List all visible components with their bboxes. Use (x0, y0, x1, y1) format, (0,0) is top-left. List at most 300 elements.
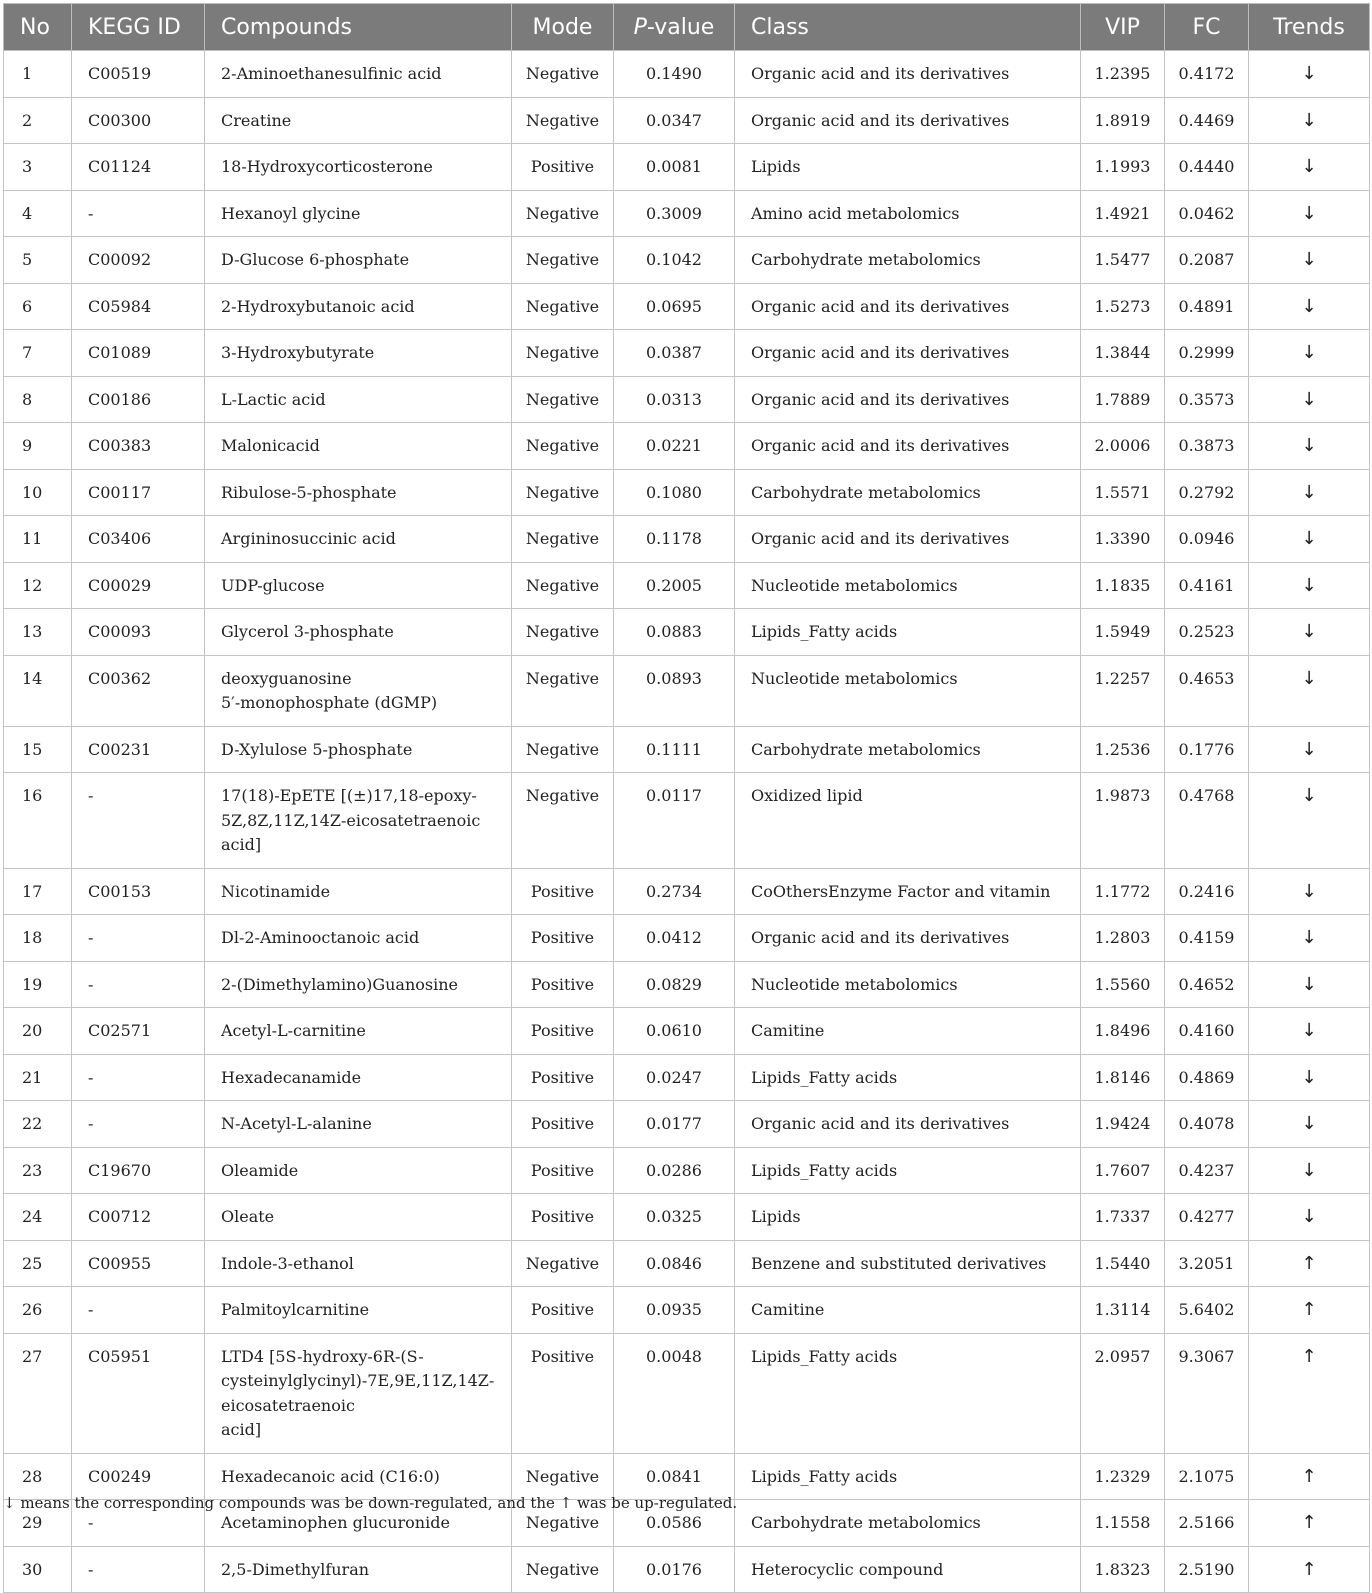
cell-fc-text: 0.4440 (1178, 157, 1235, 176)
cell-vip-text: 1.4921 (1094, 203, 1151, 223)
cell-compound (205, 1333, 512, 1453)
cell-class (735, 376, 1081, 423)
cell-class-text: Camitine (751, 1021, 825, 1040)
cell-kegg-id-text: C05951 (88, 1346, 152, 1366)
cell-mode (512, 1546, 614, 1593)
header-kegg-id: KEGG ID (72, 4, 205, 51)
cell-vip (1081, 283, 1165, 330)
cell-vip-text: 1.1835 (1094, 575, 1151, 595)
table-row (4, 1101, 1370, 1148)
cell-p-value (614, 726, 735, 773)
cell-no-text: 13 (22, 622, 43, 641)
cell-p-value-text: 0.1490 (646, 64, 702, 83)
cell-mode (512, 609, 614, 656)
cell-mode (512, 1287, 614, 1334)
cell-compound-text: 2-Hydroxybutanoic acid (221, 296, 415, 316)
cell-kegg-id (72, 144, 205, 191)
cell-vip-text: 1.8146 (1094, 1067, 1151, 1087)
cell-compound-text: cysteinylglycinyl)-7E,9E,11Z,14Z- (221, 1371, 495, 1390)
cell-kegg-id (72, 1240, 205, 1287)
cell-p-value-text: 0.1042 (646, 250, 702, 269)
cell-fc-text: 0.4891 (1178, 296, 1235, 316)
cell-trend-text: ↓ (1301, 738, 1317, 760)
cell-mode-text: Positive (530, 1160, 595, 1180)
table-row (4, 1287, 1370, 1334)
table-row (4, 1194, 1370, 1241)
cell-class (735, 97, 1081, 144)
cell-class-text: Organic acid and its derivatives (751, 110, 1010, 130)
cell-vip-text: 1.9873 (1094, 786, 1151, 805)
cell-vip (1081, 961, 1165, 1008)
cell-vip-text: 1.8496 (1094, 1021, 1151, 1040)
cell-compound-text: acid] (221, 835, 262, 854)
cell-compound-text: Ribulose-5-phosphate (221, 482, 397, 502)
cell-mode (512, 376, 614, 423)
cell-compound-text: L-Lactic acid (221, 389, 326, 409)
cell-no (4, 97, 72, 144)
cell-vip (1081, 190, 1165, 237)
cell-no-text: 17 (22, 881, 43, 901)
cell-fc (1165, 1333, 1249, 1453)
table-row (4, 283, 1370, 330)
cell-vip-text: 1.3114 (1094, 1300, 1151, 1319)
cell-vip (1081, 51, 1165, 98)
cell-fc-text: 0.4172 (1178, 64, 1235, 83)
cell-trend-text: ↓ (1301, 880, 1317, 902)
cell-p-value-text: 0.1080 (646, 482, 702, 502)
cell-vip (1081, 1147, 1165, 1194)
header-row (4, 4, 1370, 51)
cell-no (4, 868, 72, 915)
cell-vip-text: 1.9424 (1094, 1114, 1151, 1133)
cell-vip-text: 1.5440 (1094, 1253, 1151, 1273)
cell-compound-text: 2-Aminoethanesulfinic acid (221, 64, 442, 83)
cell-kegg-id-text: - (88, 1114, 94, 1133)
cell-compound (205, 1054, 512, 1101)
cell-trend-text: ↓ (1301, 621, 1317, 642)
table-row (4, 915, 1370, 962)
cell-kegg-id-text: C00362 (88, 668, 152, 688)
cell-mode (512, 1101, 614, 1148)
cell-mode-text: Negative (525, 529, 600, 548)
cell-compound (205, 868, 512, 915)
cell-no (4, 51, 72, 98)
cell-vip-text: 1.5273 (1094, 296, 1151, 316)
cell-mode (512, 1008, 614, 1055)
cell-trend-text: ↓ (1301, 109, 1317, 131)
table-row (4, 1240, 1370, 1287)
cell-no-text: 29 (22, 1513, 43, 1532)
cell-vip (1081, 773, 1165, 869)
cell-mode (512, 97, 614, 144)
cell-vip-text: 1.2395 (1094, 64, 1151, 83)
cell-trend-text: ↓ (1301, 927, 1317, 948)
cell-vip (1081, 1333, 1165, 1453)
cell-trend (1249, 51, 1370, 98)
cell-compound (205, 1287, 512, 1334)
cell-class (735, 1147, 1081, 1194)
cell-kegg-id-text: - (88, 1559, 94, 1579)
cell-mode (512, 562, 614, 609)
cell-no-text: 21 (22, 1067, 43, 1087)
cell-trend-text: ↓ (1301, 528, 1317, 549)
cell-trend (1249, 1500, 1370, 1547)
cell-compound-text: Indole-3-ethanol (221, 1253, 354, 1273)
cell-kegg-id-text: C00092 (88, 250, 152, 269)
cell-fc (1165, 283, 1249, 330)
cell-trend (1249, 773, 1370, 869)
cell-no-text: 1 (22, 64, 33, 83)
cell-fc (1165, 915, 1249, 962)
cell-kegg-id (72, 609, 205, 656)
cell-compound-text: acid] (221, 1420, 262, 1439)
cell-p-value (614, 1194, 735, 1241)
table-row (4, 1453, 1370, 1500)
cell-kegg-id-text: C01089 (88, 343, 152, 362)
cell-kegg-id (72, 1147, 205, 1194)
cell-compound-text: 2,5-Dimethylfuran (221, 1559, 370, 1579)
cell-mode-text: Negative (525, 1559, 600, 1579)
cell-trend-text: ↓ (1301, 973, 1317, 995)
cell-p-value-text: 0.0286 (646, 1160, 702, 1180)
cell-fc (1165, 376, 1249, 423)
table-row (4, 423, 1370, 470)
cell-fc-text: 0.4277 (1178, 1207, 1235, 1226)
cell-class-text: Amino acid metabolomics (751, 203, 960, 223)
cell-trend-text: ↓ (1301, 1159, 1317, 1181)
cell-compound-text: 5′-monophosphate (dGMP) (221, 693, 438, 712)
cell-no-text: 24 (22, 1207, 43, 1226)
cell-fc (1165, 961, 1249, 1008)
cell-class-text: Nucleotide metabolomics (751, 974, 958, 994)
cell-class (735, 516, 1081, 563)
cell-compound-text: 18-Hydroxycorticosterone (221, 157, 433, 176)
header-no: No (4, 4, 72, 51)
cell-mode (512, 915, 614, 962)
cell-kegg-id (72, 237, 205, 284)
cell-no (4, 1194, 72, 1241)
cell-p-value-text: 0.0935 (646, 1300, 702, 1319)
cell-kegg-id-text: - (88, 1300, 94, 1319)
cell-compound (205, 423, 512, 470)
cell-mode-text: Negative (525, 250, 600, 269)
cell-vip-text: 1.3844 (1094, 343, 1151, 362)
cell-vip (1081, 868, 1165, 915)
cell-trend (1249, 1008, 1370, 1055)
table-row (4, 1008, 1370, 1055)
cell-mode-text: Positive (530, 881, 595, 901)
cell-mode (512, 51, 614, 98)
cell-trend (1249, 1287, 1370, 1334)
cell-p-value (614, 915, 735, 962)
table-row (4, 376, 1370, 423)
cell-mode (512, 868, 614, 915)
cell-kegg-id-text: C00249 (88, 1466, 152, 1486)
cell-no (4, 1333, 72, 1453)
cell-vip-text: 1.7607 (1094, 1160, 1151, 1180)
table-row (4, 330, 1370, 377)
cell-vip-text: 1.5560 (1094, 974, 1151, 994)
cell-compound (205, 144, 512, 191)
cell-kegg-id-text: - (88, 974, 94, 994)
cell-mode-text: Negative (525, 739, 600, 759)
cell-kegg-id (72, 1287, 205, 1334)
cell-fc-text: 0.4768 (1178, 786, 1235, 805)
cell-mode-text: Positive (530, 1300, 595, 1319)
header-compounds: Compounds (205, 4, 512, 51)
cell-no-text: 14 (22, 668, 43, 688)
cell-fc (1165, 773, 1249, 869)
cell-vip-text: 1.1993 (1094, 157, 1151, 176)
cell-mode-text: Negative (525, 1253, 600, 1273)
cell-compound-text: Hexanoyl glycine (221, 203, 361, 223)
cell-class (735, 1546, 1081, 1593)
cell-kegg-id (72, 562, 205, 609)
cell-fc-text: 9.3067 (1178, 1346, 1235, 1366)
cell-fc-text: 0.2087 (1178, 250, 1235, 269)
table-row (4, 868, 1370, 915)
cell-mode-text: Negative (525, 296, 600, 316)
cell-no (4, 283, 72, 330)
cell-class-text: Carbohydrate metabolomics (751, 482, 981, 502)
cell-vip (1081, 97, 1165, 144)
cell-p-value (614, 1287, 735, 1334)
cell-p-value (614, 190, 735, 237)
cell-kegg-id-text: C00117 (88, 482, 152, 502)
cell-compound (205, 330, 512, 377)
table-body (4, 51, 1370, 1593)
cell-p-value (614, 1240, 735, 1287)
cell-compound-text: LTD4 [5S-hydroxy-6R-(S- (221, 1346, 424, 1366)
cell-compound (205, 609, 512, 656)
cell-class (735, 190, 1081, 237)
cell-compound (205, 237, 512, 284)
cell-class-text: Heterocyclic compound (751, 1559, 944, 1579)
cell-kegg-id (72, 1054, 205, 1101)
cell-vip (1081, 423, 1165, 470)
cell-compound (205, 773, 512, 869)
cell-p-value-text: 0.0176 (646, 1559, 702, 1579)
table-header (4, 4, 1370, 51)
cell-trend (1249, 1546, 1370, 1593)
cell-class-text: Nucleotide metabolomics (751, 575, 958, 595)
cell-trend (1249, 1147, 1370, 1194)
cell-fc (1165, 330, 1249, 377)
cell-mode (512, 655, 614, 726)
cell-no (4, 961, 72, 1008)
cell-kegg-id-text: - (88, 786, 94, 805)
cell-no-text: 27 (22, 1346, 43, 1366)
cell-mode (512, 469, 614, 516)
cell-p-value (614, 144, 735, 191)
cell-class (735, 1333, 1081, 1453)
cell-class-text: Lipids_Fatty acids (751, 1067, 898, 1087)
header-p-letter: P (633, 14, 647, 40)
cell-trend-text: ↓ (1301, 295, 1317, 317)
cell-no (4, 1546, 72, 1593)
cell-fc (1165, 562, 1249, 609)
cell-compound-text: Malonicacid (221, 436, 320, 455)
table-row (4, 469, 1370, 516)
cell-compound-text: Palmitoylcarnitine (221, 1300, 370, 1319)
cell-vip-text: 1.5949 (1094, 622, 1151, 641)
cell-class (735, 423, 1081, 470)
cell-kegg-id (72, 469, 205, 516)
cell-fc-text: 0.3573 (1178, 389, 1235, 409)
cell-fc-text: 0.4653 (1178, 668, 1235, 688)
cell-class (735, 469, 1081, 516)
cell-trend (1249, 283, 1370, 330)
cell-trend (1249, 97, 1370, 144)
cell-class-text: Lipids_Fatty acids (751, 1160, 898, 1180)
cell-fc-text: 0.2416 (1178, 881, 1235, 901)
cell-compound-text: Oleamide (221, 1160, 299, 1180)
cell-trend (1249, 655, 1370, 726)
cell-class-text: Benzene and substituted derivatives (751, 1253, 1047, 1273)
cell-p-value (614, 1101, 735, 1148)
cell-trend (1249, 726, 1370, 773)
cell-kegg-id (72, 190, 205, 237)
cell-p-value-text: 0.0610 (646, 1021, 702, 1040)
cell-trend-text: ↑ (1301, 1345, 1317, 1367)
cell-mode (512, 237, 614, 284)
cell-fc (1165, 423, 1249, 470)
cell-no-text: 16 (22, 786, 43, 805)
cell-fc (1165, 609, 1249, 656)
cell-compound-text: Hexadecanamide (221, 1067, 362, 1087)
cell-p-value-text: 0.0829 (646, 974, 702, 994)
cell-trend (1249, 423, 1370, 470)
cell-kegg-id (72, 516, 205, 563)
cell-p-value (614, 423, 735, 470)
cell-fc-text: 5.6402 (1178, 1300, 1235, 1319)
cell-p-value (614, 1147, 735, 1194)
cell-compound-text: Oleate (221, 1207, 275, 1226)
cell-p-value-text: 0.0387 (646, 343, 702, 362)
cell-trend (1249, 376, 1370, 423)
cell-no (4, 330, 72, 377)
cell-no (4, 144, 72, 191)
cell-kegg-id (72, 97, 205, 144)
cell-fc (1165, 516, 1249, 563)
cell-class-text: Lipids (751, 157, 801, 176)
cell-mode-text: Negative (525, 389, 600, 409)
cell-fc (1165, 1500, 1249, 1547)
cell-mode-text: Negative (525, 575, 600, 595)
cell-class (735, 1500, 1081, 1547)
cell-compound (205, 283, 512, 330)
cell-trend-text: ↓ (1301, 63, 1317, 84)
cell-vip-text: 1.1558 (1094, 1513, 1151, 1532)
cell-kegg-id (72, 1101, 205, 1148)
cell-compound (205, 51, 512, 98)
cell-class-text: Organic acid and its derivatives (751, 529, 1010, 548)
cell-trend (1249, 1333, 1370, 1453)
cell-class (735, 655, 1081, 726)
cell-compound-text: Nicotinamide (221, 881, 331, 901)
cell-mode (512, 283, 614, 330)
header-trends: Trends (1249, 4, 1370, 51)
header-vip: VIP (1081, 4, 1165, 51)
cell-kegg-id (72, 1333, 205, 1453)
cell-class-text: Organic acid and its derivatives (751, 343, 1010, 362)
cell-vip (1081, 1546, 1165, 1593)
cell-no (4, 1147, 72, 1194)
cell-fc-text: 2.5190 (1178, 1559, 1235, 1579)
cell-fc (1165, 469, 1249, 516)
cell-kegg-id (72, 726, 205, 773)
cell-class-text: Organic acid and its derivatives (751, 1114, 1010, 1133)
cell-compound-text: N-Acetyl-L-alanine (221, 1114, 372, 1133)
cell-vip-text: 1.2803 (1094, 928, 1151, 947)
cell-fc-text: 0.1776 (1178, 739, 1235, 759)
cell-kegg-id-text: C00029 (88, 575, 152, 595)
cell-fc-text: 0.2792 (1178, 482, 1235, 502)
cell-class (735, 868, 1081, 915)
cell-p-value (614, 562, 735, 609)
cell-trend-text: ↓ (1301, 574, 1317, 596)
table-row (4, 190, 1370, 237)
cell-trend (1249, 190, 1370, 237)
cell-mode-text: Negative (525, 786, 600, 805)
cell-trend (1249, 1054, 1370, 1101)
cell-no-text: 2 (22, 110, 33, 130)
cell-compound (205, 190, 512, 237)
cell-vip-text: 1.8919 (1094, 110, 1151, 130)
cell-trend-text: ↓ (1301, 342, 1317, 363)
cell-no-text: 30 (22, 1559, 43, 1579)
cell-kegg-id-text: C00231 (88, 739, 152, 759)
cell-p-value-text: 0.0221 (646, 436, 702, 455)
cell-p-value-text: 0.0893 (646, 668, 702, 688)
cell-class-text: Camitine (751, 1300, 825, 1319)
cell-no-text: 4 (22, 203, 33, 223)
cell-p-value (614, 330, 735, 377)
cell-mode-text: Positive (530, 1207, 595, 1226)
cell-mode-text: Positive (530, 1067, 595, 1087)
cell-p-value (614, 1333, 735, 1453)
cell-kegg-id-text: C03406 (88, 529, 152, 548)
cell-no (4, 915, 72, 962)
compounds-table (3, 3, 1370, 1593)
cell-mode-text: Positive (530, 1021, 595, 1040)
cell-class-text: Lipids_Fatty acids (751, 1466, 898, 1486)
cell-kegg-id-text: - (88, 203, 94, 223)
cell-mode (512, 1194, 614, 1241)
cell-vip-text: 1.2329 (1094, 1466, 1151, 1486)
cell-p-value (614, 237, 735, 284)
cell-compound (205, 562, 512, 609)
cell-fc (1165, 190, 1249, 237)
cell-trend (1249, 868, 1370, 915)
cell-class-text: CoOthersEnzyme Factor and vitamin (751, 881, 1051, 901)
cell-p-value-text: 0.0177 (646, 1114, 702, 1133)
cell-kegg-id (72, 655, 205, 726)
cell-kegg-id-text: C00519 (88, 64, 152, 83)
cell-p-value-text: 0.0846 (646, 1253, 702, 1273)
cell-class (735, 726, 1081, 773)
cell-mode (512, 1333, 614, 1453)
table-row (4, 726, 1370, 773)
cell-compound-text: Acetyl-L-carnitine (221, 1021, 366, 1040)
cell-p-value (614, 868, 735, 915)
cell-kegg-id-text: C00955 (88, 1253, 152, 1273)
cell-class (735, 609, 1081, 656)
cell-vip (1081, 562, 1165, 609)
table-row (4, 562, 1370, 609)
cell-fc-text: 0.0462 (1178, 203, 1235, 223)
cell-kegg-id-text: C02571 (88, 1021, 152, 1040)
